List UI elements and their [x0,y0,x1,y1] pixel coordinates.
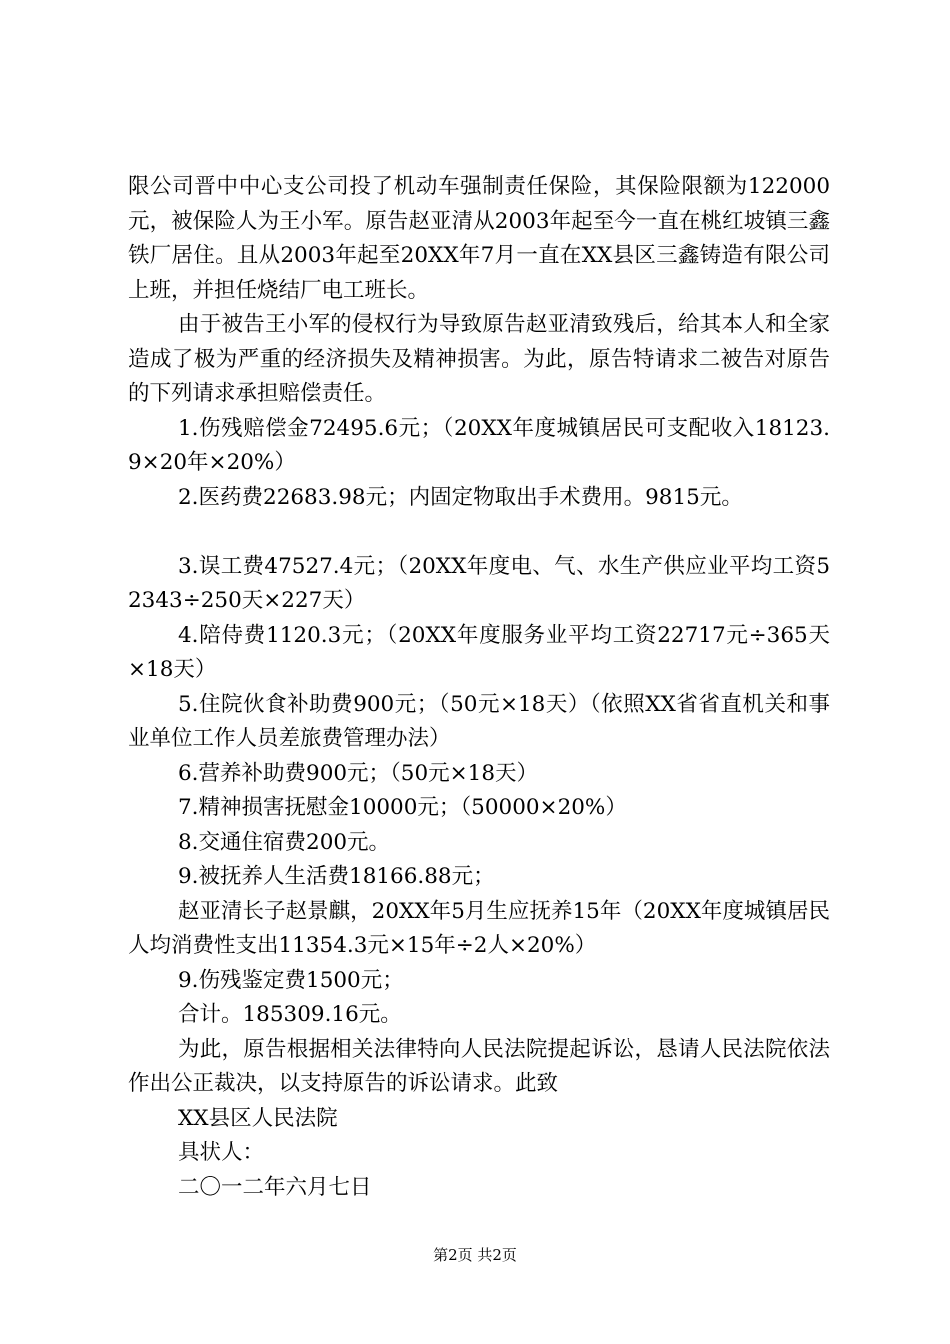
document-date: 二〇一二年六月七日 [178,1174,372,1200]
plaintiff-signature-label: 具状人： [178,1140,265,1165]
item-medical-expenses: 2.医药费22683.98元；内固定物取出手术费用。9815元。 [178,484,743,510]
item-nursing-fee: 4.陪侍费1120.3元；（20XX年度服务业平均工资22717元÷365天×18天） [128,622,830,682]
item-lost-wages: 3.误工费47527.4元；（20XX年度电、气、水生产供应业平均工资52343÷250天×227天） [128,553,830,613]
paragraph-dependent-details: 赵亚清长子赵景麒，20XX年5月生应抚养15年（20XX年度城镇居民人均消费性支出11354.3元×15年÷2人×20%） [128,898,830,958]
item-mental-damage-solatium: 7.精神损害抚慰金10000元；（50000×20%） [178,795,627,820]
item-hospital-meal-subsidy: 5.住院伙食补助费900元；（50元×18天）（依照XX省省直机关和事业单位工作人员差旅费管理办法） [128,691,830,751]
court-addressee: XX县区人民法院 [178,1105,338,1131]
total-amount: 合计。185309.16元。 [178,1002,402,1027]
paragraph-litigation-request: 为此，原告根据相关法律特向人民法院提起诉讼，恳请人民法院依法作出公正裁决，以支持原告的诉讼请求。此致 [128,1036,830,1096]
item-disability-compensation: 1.伤残赔偿金72495.6元；（20XX年度城镇居民可支配收入18123.9×20年×20%） [128,415,830,475]
paragraph-damages-claim: 由于被告王小军的侵权行为导致原告赵亚清致残后，给其本人和全家造成了极为严重的经济损失及精神损害。为此，原告特请求二被告对原告的下列请求承担赔偿责任。 [128,312,830,406]
page-number-footer: 第2页 共2页 [433,1246,517,1264]
paragraph-insurance-and-residence: 限公司晋中中心支公司投了机动车强制责任保险，其保险限额为122000元，被保险人为王小军。原告赵亚清从2003年起至今一直在桃红坡镇三鑫铁厂居住。且从2003年起至20XX年7月一直在XX县区三鑫铸造有限公司上班，并担任烧结厂电工班长。 [128,174,830,303]
item-disability-appraisal-fee: 9.伤残鉴定费1500元； [178,967,404,993]
item-dependent-living-expenses: 9.被抚养人生活费18166.88元； [178,864,495,889]
item-transport-lodging: 8.交通住宿费200元。 [178,829,391,855]
document-body [128,170,830,1205]
item-nutrition-subsidy: 6.营养补助费900元；（50元×18天） [178,760,539,786]
blank-line [128,515,830,550]
